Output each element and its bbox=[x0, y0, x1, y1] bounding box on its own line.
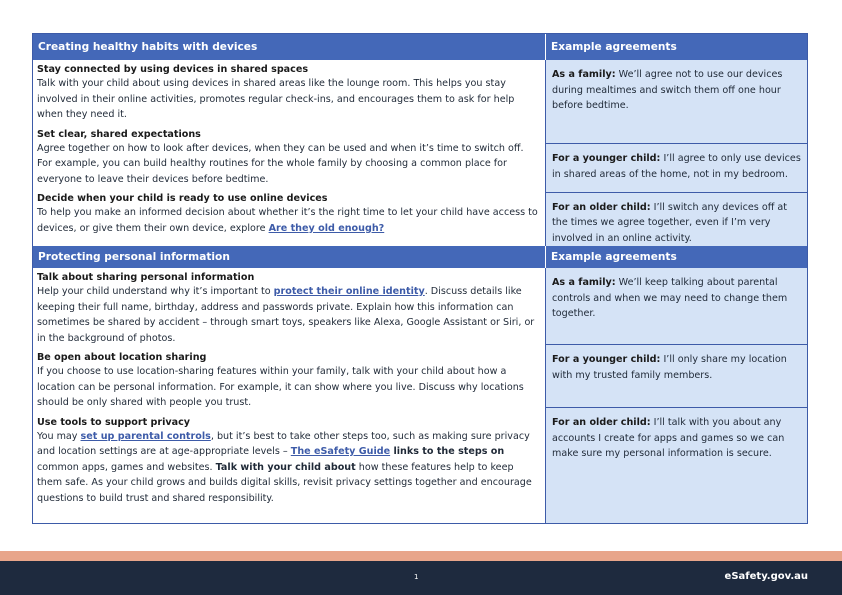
agreement-text: We’ll keep talking about parental controls and when we may need to change them together. bbox=[552, 277, 788, 319]
tip-heading: Be open about location sharing bbox=[37, 352, 207, 363]
tip-heading: Set clear, shared expectations bbox=[37, 128, 201, 140]
agreement-younger-child bbox=[546, 344, 807, 407]
tip-body: Agree together on how to look after devices, when they can be used and when it’s time to switch off. For example, you can build healthy routines for the whole family by choosing a common place for everyone to leave their devices before bedtime. bbox=[37, 142, 524, 185]
agreement-older-child bbox=[546, 407, 807, 523]
agreement-family bbox=[546, 268, 807, 344]
agreement-label: As a family: bbox=[552, 69, 616, 80]
agreement-label: For an older child: bbox=[552, 417, 651, 428]
tip-body bbox=[37, 429, 541, 507]
agreement-younger-child bbox=[546, 143, 807, 191]
tip-heading: Use tools to support privacy bbox=[37, 416, 191, 428]
tip-item bbox=[37, 417, 541, 507]
agreement-label: For a younger child: bbox=[552, 354, 661, 365]
tip-heading: Decide when your child is ready to use online devices bbox=[37, 193, 328, 204]
tip-item bbox=[37, 129, 541, 188]
section-title: Protecting personal information bbox=[33, 246, 546, 268]
agreements-column bbox=[546, 268, 807, 523]
tip-text: how these features help to keep them safe. As your child grows and builds digital skills, revisit privacy settings together and encourage questions to build trust and shared responsibility. bbox=[37, 461, 532, 504]
agreement-family bbox=[546, 60, 807, 143]
footer-accent-stripe bbox=[0, 551, 842, 561]
tip-text: Help your child understand why it’s important to bbox=[37, 286, 274, 297]
agreement-older-child bbox=[546, 192, 807, 247]
section-body bbox=[33, 60, 807, 246]
page-footer bbox=[0, 561, 842, 595]
agreements-title: Example agreements bbox=[551, 251, 677, 263]
tip-bold-text: Talk with your child about bbox=[215, 461, 356, 473]
agreement-label: As a family: bbox=[552, 277, 616, 288]
section-header-row bbox=[33, 34, 807, 60]
agreement-text: I’ll agree to only use devices in shared areas of the home, not in my bedroom. bbox=[552, 153, 801, 180]
tip-bold-text: links to the steps on bbox=[390, 446, 505, 457]
tip-text: You may bbox=[37, 430, 81, 442]
agreement-text: I’ll talk with you about any accounts I create for apps and games so we can make sure my personal information is secure. bbox=[552, 417, 785, 459]
page-number: 1 bbox=[414, 573, 419, 581]
are-they-old-enough-link[interactable]: Are they old enough? bbox=[268, 222, 385, 234]
tip-heading: Stay connected by using devices in shared spaces bbox=[37, 64, 309, 75]
tip-body bbox=[37, 284, 541, 346]
agreement-text: I’ll only share my location with my trusted family members. bbox=[552, 354, 787, 381]
tip-text: common apps, games and websites. bbox=[37, 461, 216, 473]
tips-column bbox=[33, 268, 546, 523]
tip-text: , but it’s best to take other steps too, such as making sure privacy and location settings are at age-appropriate levels – bbox=[37, 430, 530, 457]
agreement-label: For an older child: bbox=[552, 201, 651, 213]
protect-online-identity-link[interactable]: protect their online identity bbox=[273, 286, 425, 297]
section-body bbox=[33, 268, 807, 523]
tip-item bbox=[37, 193, 541, 236]
tips-column bbox=[33, 60, 546, 246]
esafety-guide-link[interactable]: The eSafety Guide bbox=[290, 446, 391, 457]
agreements-column bbox=[546, 60, 807, 246]
agreement-text: We’ll agree not to use our devices during mealtimes and switch them off one hour before bedtime. bbox=[552, 69, 783, 111]
section-title: Creating healthy habits with devices bbox=[33, 34, 546, 60]
tip-text: To help you make an informed decision about whether it’s the right time to let your child have access to devices, or give them their own device, explore bbox=[37, 207, 538, 234]
agreement-label: For a younger child: bbox=[552, 153, 661, 165]
agreement-text: I’ll switch any devices off at the times we agree together, even if I’m very involved in an online activity. bbox=[552, 201, 787, 244]
tip-heading: Talk about sharing personal information bbox=[37, 272, 255, 283]
tip-text: . Discuss details like keeping their full name, birthday, address and passwords private. Explain how this information can sometimes be shared by accident – through smart toys, speakers like Alexa, Google Assistant or Siri, or in the background of photos. bbox=[37, 286, 535, 344]
agreements-title: Example agreements bbox=[551, 41, 677, 53]
site-url: eSafety.gov.au bbox=[724, 571, 808, 582]
tip-body: If you choose to use location-sharing features within your family, talk with your child about how a location can be personal information. For example, it can show where you live. Discuss why locations should be only shared with people you trust. bbox=[37, 366, 524, 408]
set-up-parental-controls-link[interactable]: set up parental controls bbox=[80, 430, 211, 442]
tip-item bbox=[37, 272, 541, 346]
section-header-row bbox=[33, 246, 807, 268]
tip-item bbox=[37, 64, 541, 123]
tip-body bbox=[37, 205, 541, 236]
tip-item bbox=[37, 352, 541, 411]
tip-body: Talk with your child about using devices in shared areas like the lounge room. This helps you stay involved in their online activities, promotes regular check-ins, and encourages them to ask for help when they need it. bbox=[37, 78, 515, 120]
guidance-table bbox=[32, 33, 808, 524]
